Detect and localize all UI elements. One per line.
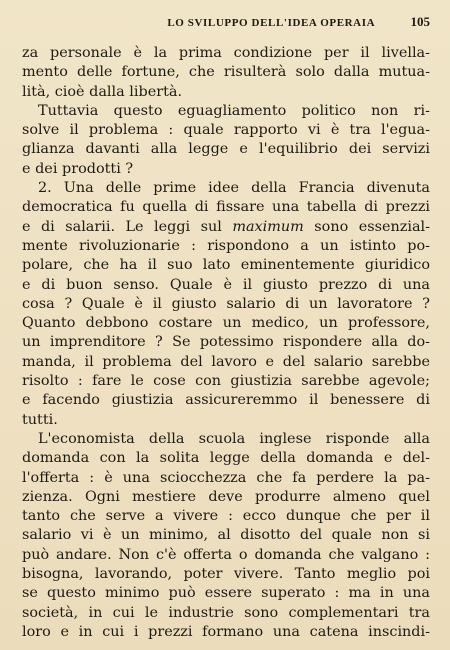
text-line: solve il problema : quale rapporto vi è tra l'egua- <box>22 122 430 139</box>
text-line <box>22 237 430 256</box>
page-header <box>22 14 430 38</box>
text-line: e di buon senso. Quale è il giusto prezzo di una <box>22 276 430 293</box>
text-line: risolto : fare le cose con giustizia sarebbe agevole; <box>22 373 430 390</box>
text-line: mento delle fortune, che risulterà solo dalla mutua- <box>22 64 430 81</box>
text-line: può andare. Non c'è offerta o domanda che valgano : <box>22 546 430 563</box>
text-line: domanda con la solita legge della domanda e del- <box>22 450 430 467</box>
text-line: polare, che ha il suo lato eminentemente giuridico <box>22 257 430 274</box>
text-line: L'economista della scuola inglese risponde alla <box>38 430 430 447</box>
text-line <box>22 218 430 237</box>
text-segment: sono essenzial- <box>314 218 431 235</box>
text-line: Quanto debbono costare un medico, un professore, <box>22 315 430 332</box>
text-line: manda, il problema del lavoro e del salario sarebbe <box>22 353 430 370</box>
text-line: società, in cui le industrie sono complementari tra <box>22 604 430 621</box>
text-line: democratica fu quella di fissare una tabella di prezzi <box>22 199 430 216</box>
body-text <box>22 44 430 642</box>
text-line: glianza davanti alla legge e l'equilibrio dei servizi <box>22 141 430 158</box>
text-line: bisogna, lavorando, poter vivere. Tanto meglio poi <box>22 566 430 583</box>
text-line: 2. Una delle prime idee della Francia divenuta <box>38 180 430 197</box>
text-line: Tuttavia questo eguagliamento politico non ri- <box>38 102 430 119</box>
text-line: za personale è la prima condizione per il livella- <box>22 45 430 61</box>
text-line: zienza. Ogni mestiere deve produrre almeno quel <box>22 488 430 505</box>
italic-term: maximum <box>232 218 304 235</box>
text-segment: rivoluzionarie : rispondono a un istinto po- <box>79 237 430 254</box>
text-line: tutti. <box>22 411 58 428</box>
text-segment: mente <box>22 237 68 254</box>
text-line: l'offerta : è una sciocchezza che fa perdere la pa- <box>22 469 430 486</box>
text-line: e dei prodotti ? <box>22 160 134 177</box>
text-line: loro e in cui i prezzi formano una catena inscindi- <box>22 623 430 640</box>
text-line: salario vi è un minimo, al disotto del quale non si <box>22 527 430 544</box>
text-line: un imprenditore ? Se potessimo rispondere alla do- <box>22 334 430 351</box>
text-line: cosa ? Quale è il giusto salario di un lavoratore ? <box>22 295 430 312</box>
running-title: LO SVILUPPO DELL'IDEA OPERAIA <box>167 17 376 29</box>
text-line: se questo minimo può essere superato : ma in una <box>22 585 430 602</box>
text-line: tanto che serve a vivere : ecco dunque che per il <box>22 508 430 525</box>
text-segment: e di salarii. Le leggi sul <box>22 218 222 235</box>
page-number: 105 <box>410 14 430 29</box>
text-line: e facendo giustizia assicureremmo il benessere di <box>22 392 430 409</box>
text-line: lità, cioè dalla libertà. <box>22 83 183 100</box>
